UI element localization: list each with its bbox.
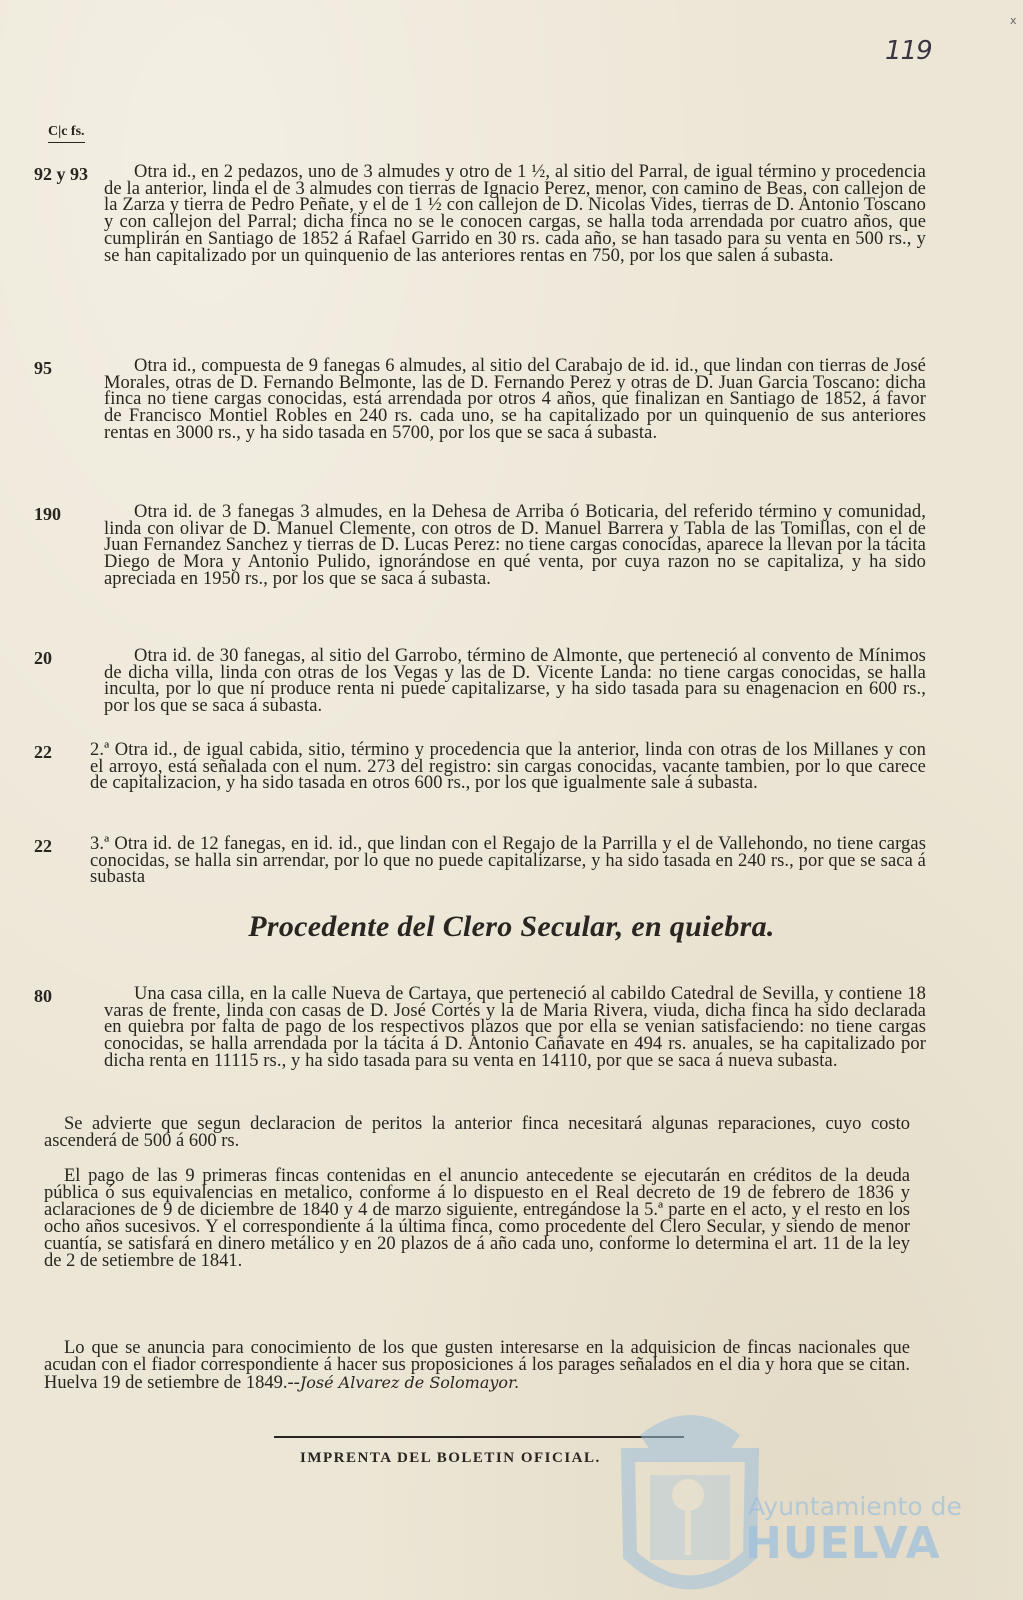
crown-icon (640, 1415, 740, 1450)
entry-text: Otra id., compuesta de 9 fanegas 6 almudes, al sitio del Carabajo de id. id., que lindan con tierras de José Morales, otras de D. Fernando Belmonte, las de D. Fernando Perez y otras de D. Juan Garcia Toscano: dicha finca no tiene cargas conocidas, está arrendada por otros 4 años, que finalizan en Santiago de 1852, á favor de Francisco Montiel Robles en 240 rs. cada uno, se ha capitalizado por un quinquenio de sus anteriores rentas en 3000 rs., y ha sido tasada en 5700, por los que se saca á subasta. (104, 356, 926, 443)
entry-text: Otra id. de 3 fanegas 3 almudes, en la Dehesa de Arriba ó Boticaria, del referido término y comunidad, linda con olivar de D. Manuel Clemente, con otros de D. Manuel Barrera y Tabla de las Tomillas, con el de Juan Fernandez Sanchez y tierras de D. Lucas Perez: no tiene cargas conocidas, aparece la llevan por la tácita Diego de Mora y Antonio Pulido, ignorándose en qué venta, por cuya razon no se capitaliza, y ha sido apreciada en 1950 rs., por los que se saca á subasta. (104, 502, 926, 589)
payment-paragraph: El pago de las 9 primeras fincas contenidas en el anuncio antecedente se ejecutarán en créditos de la deuda pública ó sus equivalencias en metalico, conforme á lo dispuesto en el Real decreto de 19 de febrero de 1836 y aclaraciones de 9 de diciembre de 1840 y 4 de marzo siguiente, entregándose la 5.ª parte en el acto, y el resto en los ocho años sucesivos. Y el correspondiente á la última finca, como procedente del Clero Secular, y siendo de menor cuantía, se satisfará en dinero metálico y en 20 plazos de á año cada uno, conforme lo determina el art. 11 de la ley de 2 de setiembre de 1841. (44, 1166, 910, 1271)
closing-paragraph (44, 1340, 910, 1392)
entry-ref: 20 (34, 648, 52, 668)
signature: José Alvarez de Solomayor. (299, 1373, 520, 1392)
closing-text: Lo que se anuncia para conocimiento de los que gusten interesarse en la adquisicion de fincas nacionales que acudan con el fiador correspondiente á hacer sus proposiciones á los parages señalados en el dia y hora que se citan. Huelva 19 de setiembre de 1849.-- (44, 1338, 910, 1393)
entry-92-93 (34, 164, 926, 264)
entry-ref: 95 (34, 358, 52, 378)
entry-ref: 190 (34, 504, 61, 524)
entry-text: Otra id. de 30 fanegas, al sitio del Garrobo, término de Almonte, que perteneció al convento de Mínimos de dicha villa, linda con otras de los Vegas y las de D. Vicente Landa: no tiene cargas conocidas, se halla inculta, por lo que ní produce renta ni puede capitalizarse, y ha sido tasada para su enagenacion en 600 rs., por los que se saca á subasta. (104, 646, 926, 717)
section-title: Procedente del Clero Secular, en quiebra. (248, 910, 775, 943)
handwritten-page-number: 119 (885, 36, 932, 66)
column-header: C|c fs. (48, 124, 85, 143)
watermark-line2: HUELVA (745, 1518, 941, 1569)
note-paragraph: Se advierte que segun declaracion de peritos la anterior finca necesitará algunas reparaciones, cuyo costo ascenderá de 500 á 600 rs. (44, 1114, 910, 1151)
entry-20 (34, 648, 926, 715)
entry-95 (34, 358, 926, 442)
entry-ref: 22 (34, 742, 52, 762)
entry-ref: 22 (34, 836, 52, 856)
entry-22-third (34, 836, 926, 886)
entry-ref: 92 y 93 (34, 164, 88, 184)
entry-text: 3.ª Otra id. de 12 fanegas, en id. id., que lindan con el Regajo de la Parrilla y el de Vallehondo, no tiene cargas conocidas, se halla sin arrendar, por lo que no puede capitalizarse, y ha sido tasada en 240 rs., por que se saca á subasta (90, 834, 926, 888)
entry-ref: 80 (34, 986, 52, 1006)
entry-text: 2.ª Otra id., de igual cabida, sitio, término y procedencia que la anterior, linda con otras de los Millanes y con el arroyo, está señalada con el num. 273 del registro: sin cargas conocidas, vacante tambien, por lo que carece de capitalizacion, y ha sido tasada en otros 600 rs., por los que igualmente sale á subasta. (90, 740, 926, 794)
entry-text: Una casa cilla, en la calle Nueva de Cartaya, que perteneció al cabildo Catedral de Sevilla, y contiene 18 varas de frente, linda con casas de D. José Cortés y la de Maria Rivera, viuda, dicha finca ha sido declarada en quiebra por falta de pago de los respectivos plazos que por ella se venian satisfaciendo: no tiene cargas conocidas, se halla arrendada por la tácita á D. Antonio Cañavate en 494 rs. anuales, se ha capitalizado por dicha renta en 11115 rs., y ha sido tasada para su venta en 14110, por que se saca á nueva subasta. (104, 984, 926, 1071)
entry-190 (34, 504, 926, 588)
imprint: IMPRENTA DEL BOLETIN OFICIAL. (300, 1450, 601, 1466)
entry-80 (34, 986, 926, 1070)
corner-mark: x (1010, 14, 1017, 27)
watermark-line1: Ayuntamiento de (748, 1492, 962, 1521)
entry-22-second (34, 742, 926, 792)
entry-text: Otra id., en 2 pedazos, uno de 3 almudes y otro de 1 ½, al sitio del Parral, de igual término y procedencia de la anterior, linda el de 3 almudes con tierras de Ignacio Perez, menor, con camino de Beas, con callejon de la Zarza y tierra de Pedro Peñate, y el de 1 ½ con callejon de D. Nicolas Vides, tierras de D. Antonio Toscano y con callejon del Parral; dicha finca no se le conocen cargas, se halla toda arrendada por cuatro años, que cumplirán en Santiago de 1852 á Rafael Garrido en 30 rs. cada año, se han tasado para su venta en 500 rs., y se han capitalizado por un quinquenio de las anteriores rentas en 750, por los que salen á subasta. (104, 162, 926, 266)
